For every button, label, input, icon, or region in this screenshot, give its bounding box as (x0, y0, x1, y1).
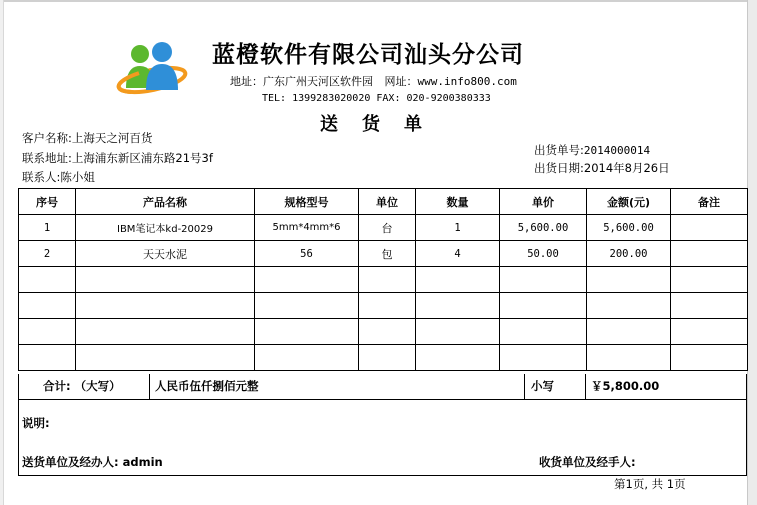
shipment-date-line (534, 160, 670, 176)
header-unit-price: 单价 (500, 189, 587, 215)
shipment-number: 2014000014 (583, 144, 651, 157)
website-label: 网址： (384, 75, 418, 88)
company-name: 蓝橙软件有限公司汕头分公司 (212, 42, 524, 68)
cell-quantity: 4 (416, 241, 500, 267)
cell-product: 天天水泥 (76, 241, 255, 267)
empty-table-row (19, 293, 748, 319)
divider (524, 374, 525, 399)
address-label: 地址： (230, 75, 263, 88)
receiver-label: 收货单位及经手人: (539, 455, 636, 469)
cell-remarks (671, 215, 748, 241)
header-unit: 单位 (359, 189, 416, 215)
vertical-scrollbar[interactable] (747, 0, 757, 505)
empty-table-row (19, 319, 748, 345)
total-label: 合计: （大写） (43, 379, 121, 393)
customer-name-line (22, 130, 152, 146)
cell-unit-price: 5,600.00 (500, 215, 587, 241)
company-logo-icon (116, 40, 190, 96)
customer-address-label: 联系地址: (22, 151, 72, 165)
header-remarks: 备注 (671, 189, 748, 215)
cell-remarks (671, 241, 748, 267)
table-row (19, 241, 748, 267)
customer-address-line (22, 150, 213, 166)
shipment-number-line (534, 142, 650, 158)
company-website: www.info800.com (417, 75, 517, 88)
subtotal-label: 小写 (531, 379, 554, 393)
sender-label: 送货单位及经办人: (22, 455, 119, 469)
page-indicator: 第1页, 共 1页 (614, 477, 686, 491)
company-address: 广东广州天河区软件园 (263, 75, 373, 88)
cell-unit: 台 (359, 215, 416, 241)
divider (585, 374, 586, 399)
customer-contact-line (22, 169, 95, 185)
cell-amount: 200.00 (587, 241, 671, 267)
header-index: 序号 (19, 189, 76, 215)
cell-spec: 56 (255, 241, 359, 267)
document-title: 送货单 (320, 114, 446, 135)
cell-unit: 包 (359, 241, 416, 267)
shipment-number-label: 出货单号: (534, 143, 584, 157)
totals-row (18, 374, 747, 400)
empty-table-row (19, 345, 748, 371)
customer-contact: 陈小姐 (60, 170, 95, 184)
notes-label: 说明: (22, 416, 50, 430)
contact-numbers: TEL: 1399283020020 FAX: 020-9200380333 (262, 93, 491, 104)
total-in-words: 人民币伍仟捌佰元整 (155, 379, 259, 393)
shipment-date: 2014年8月26日 (583, 161, 670, 175)
customer-name-label: 客户名称: (22, 131, 72, 145)
header-product: 产品名称 (76, 189, 255, 215)
cell-quantity: 1 (416, 215, 500, 241)
header-quantity: 数量 (416, 189, 500, 215)
cell-index: 2 (19, 241, 76, 267)
cell-amount: 5,600.00 (587, 215, 671, 241)
header-amount: 金额(元) (587, 189, 671, 215)
cell-product: IBM笔记本kd-20029 (76, 215, 255, 241)
cell-unit-price: 50.00 (500, 241, 587, 267)
window-top-edge (0, 0, 757, 3)
header-spec: 规格型号 (255, 189, 359, 215)
table-header-row (19, 189, 748, 215)
table-row (19, 215, 748, 241)
customer-name: 上海天之河百货 (71, 131, 153, 145)
cell-spec: 5mm*4mm*6 (255, 215, 359, 241)
window-left-edge (0, 0, 4, 505)
customer-contact-label: 联系人: (22, 170, 61, 184)
notes-section (18, 399, 747, 476)
cell-index: 1 (19, 215, 76, 241)
subtotal-amount: ￥5,800.00 (591, 379, 660, 393)
customer-address: 上海浦东新区浦东路21号3f (71, 151, 213, 165)
sender-line (22, 454, 163, 470)
items-table (18, 188, 748, 371)
empty-table-row (19, 267, 748, 293)
divider (149, 374, 150, 399)
shipment-date-label: 出货日期: (534, 161, 584, 175)
company-address-line (230, 73, 517, 89)
sender-name: admin (122, 455, 163, 469)
